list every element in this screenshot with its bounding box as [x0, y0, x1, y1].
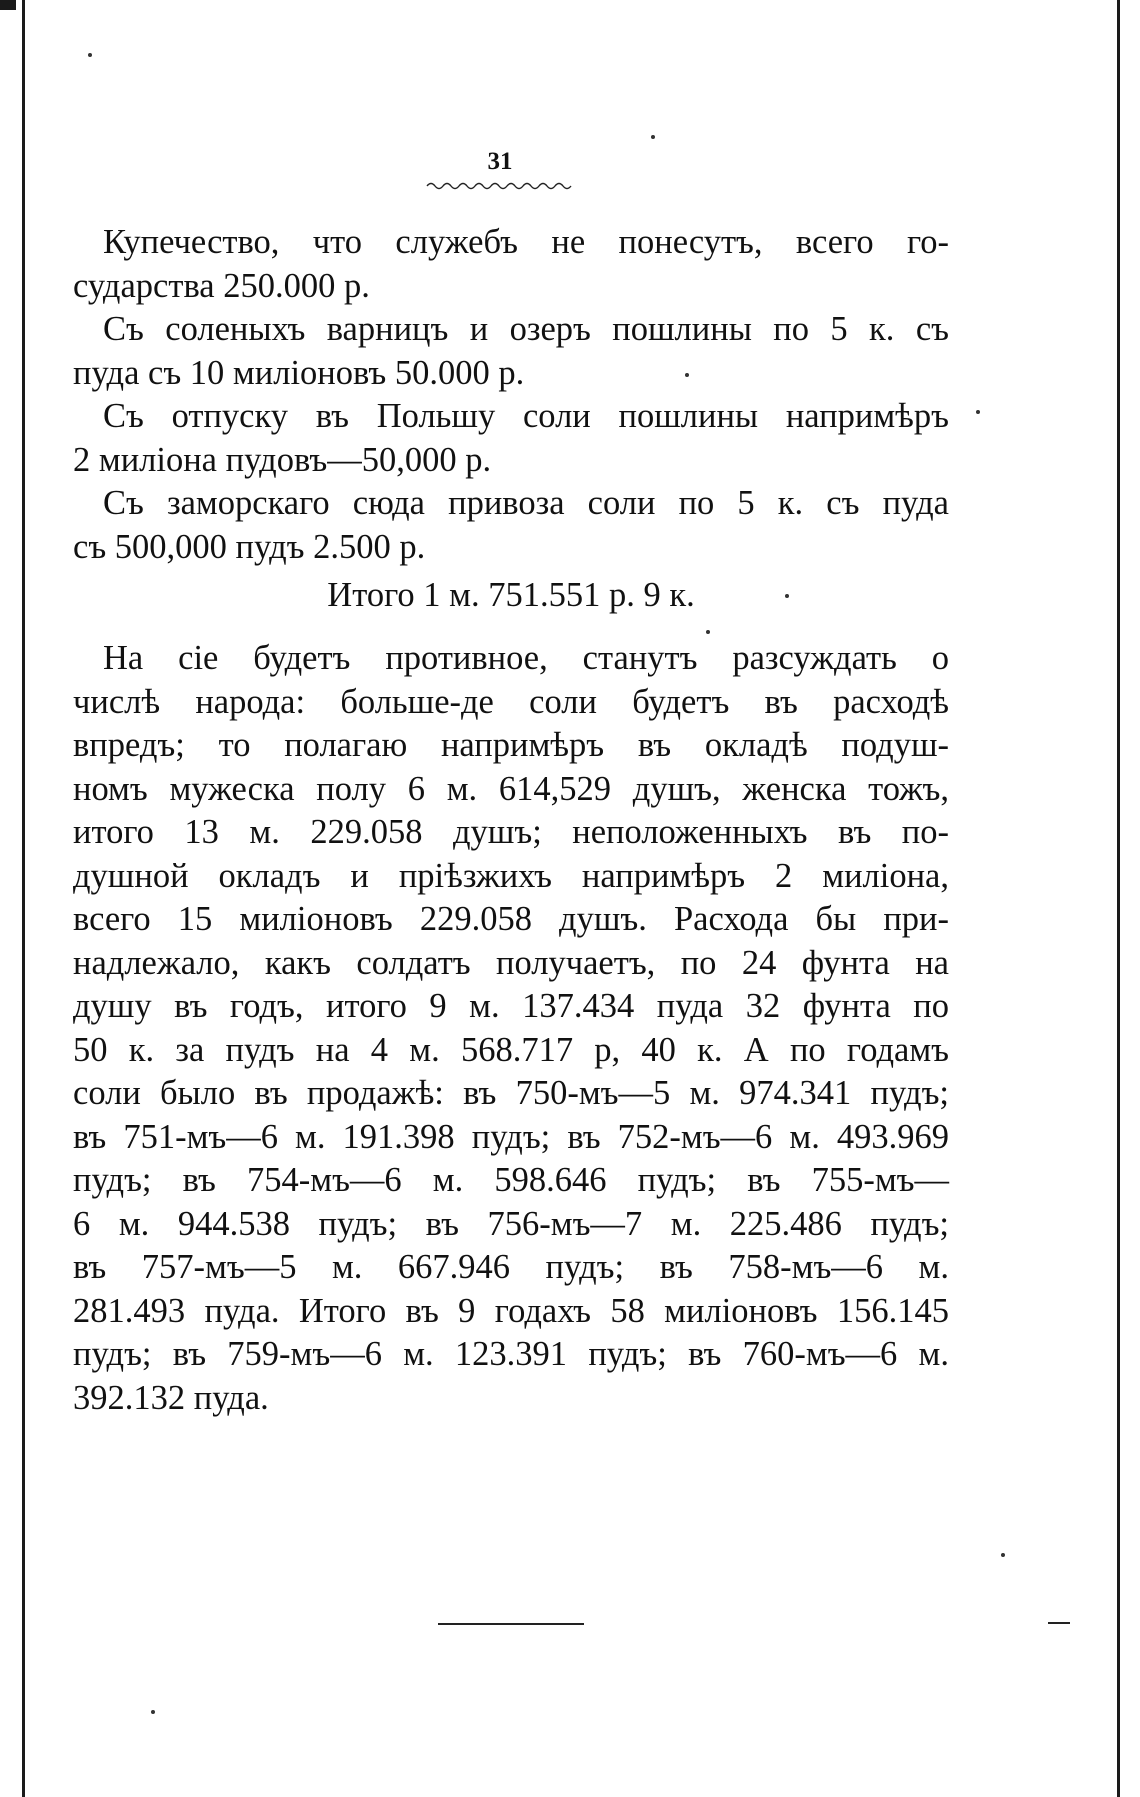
revenue-list: [73, 221, 949, 569]
text-line: всего 15 милiоновъ 229.058 душъ. Расхода бы при-: [73, 900, 949, 938]
speck: [151, 1710, 155, 1714]
text-line: пуда съ 10 милiоновъ 50.000 р.: [73, 353, 525, 392]
text-line: въ 757-мъ—5 м. 667.946 пудъ; въ 758-мъ—6 м.: [73, 1248, 949, 1286]
speck: [706, 630, 710, 634]
text-line: 392.132 пуда.: [73, 1378, 269, 1417]
text-line: душу въ годъ, итого 9 м. 137.434 пуда 32 фунта по: [73, 987, 949, 1025]
text-line: Съ соленыхъ варницъ и озеръ пошлины по 5 к. съ: [103, 310, 949, 348]
text-line: числѣ народа: больше-де соли будетъ въ расходѣ: [73, 682, 949, 721]
top-left-mark: [0, 0, 16, 10]
text-line: Съ отпуску въ Польшу соли пошлины напримѣръ: [103, 397, 949, 435]
text-line: пудъ; въ 759-мъ—6 м. 123.391 пудъ; въ 760-мъ—6 м.: [73, 1335, 949, 1373]
text-line: итого 13 м. 229.058 душъ; неположенныхъ въ по-: [73, 813, 949, 851]
left-page-edge: [22, 0, 25, 1797]
main-paragraph: [73, 637, 949, 1420]
right-page-edge: [1117, 0, 1120, 1797]
text-line: надлежало, какъ солдатъ получаетъ, по 24 фунта на: [73, 943, 949, 982]
text-line: пудъ; въ 754-мъ—6 м. 598.646 пудъ; въ 755-мъ—: [73, 1161, 949, 1199]
text-line: 6 м. 944.538 пудъ; въ 756-мъ—7 м. 225.486 пудъ;: [73, 1204, 949, 1243]
speck: [976, 410, 980, 414]
text-line: Купечество, что служебъ не понесутъ, всего го-: [103, 223, 949, 261]
speck: [785, 594, 789, 598]
text-line: съ 500,000 пудъ 2.500 р.: [73, 527, 426, 566]
end-rule: [438, 1623, 584, 1625]
total-line: Итого 1 м. 751.551 р. 9 к.: [327, 576, 695, 614]
text-line: номъ мужеска полу 6 м. 614,529 душъ, женска тожъ,: [73, 769, 949, 808]
speck: [685, 373, 689, 377]
speck: [651, 135, 655, 139]
speck: [1001, 1553, 1005, 1557]
text-line: сударства 250.000 р.: [73, 266, 370, 305]
page-number: 31: [487, 148, 513, 175]
wavy-ornament: [425, 180, 575, 192]
text-line: соли было въ продажѣ: въ 750-мъ—5 м. 974.341 пудъ;: [73, 1074, 949, 1112]
speck: [88, 53, 92, 57]
text-line: 50 к. за пудъ на 4 м. 568.717 р, 40 к. А по годамъ: [73, 1030, 949, 1069]
text-line: 2 милiона пудовъ—50,000 р.: [73, 440, 492, 479]
text-line: душной окладъ и прiѣзжихъ напримѣръ 2 милiона,: [73, 856, 949, 895]
text-line: Съ заморскаго сюда привоза соли по 5 к. съ пуда: [103, 484, 949, 522]
text-line: 281.493 пуда. Итого въ 9 годахъ 58 милiоновъ 156.145: [73, 1291, 949, 1330]
margin-mark: [1048, 1622, 1070, 1624]
text-line: На сiе будетъ противное, станутъ разсуждать о: [103, 639, 949, 677]
text-line: впредъ; то полагаю напримѣръ въ окладѣ подуш-: [73, 726, 949, 764]
text-line: въ 751-мъ—6 м. 191.398 пудъ; въ 752-мъ—6 м. 493.969: [73, 1117, 949, 1156]
